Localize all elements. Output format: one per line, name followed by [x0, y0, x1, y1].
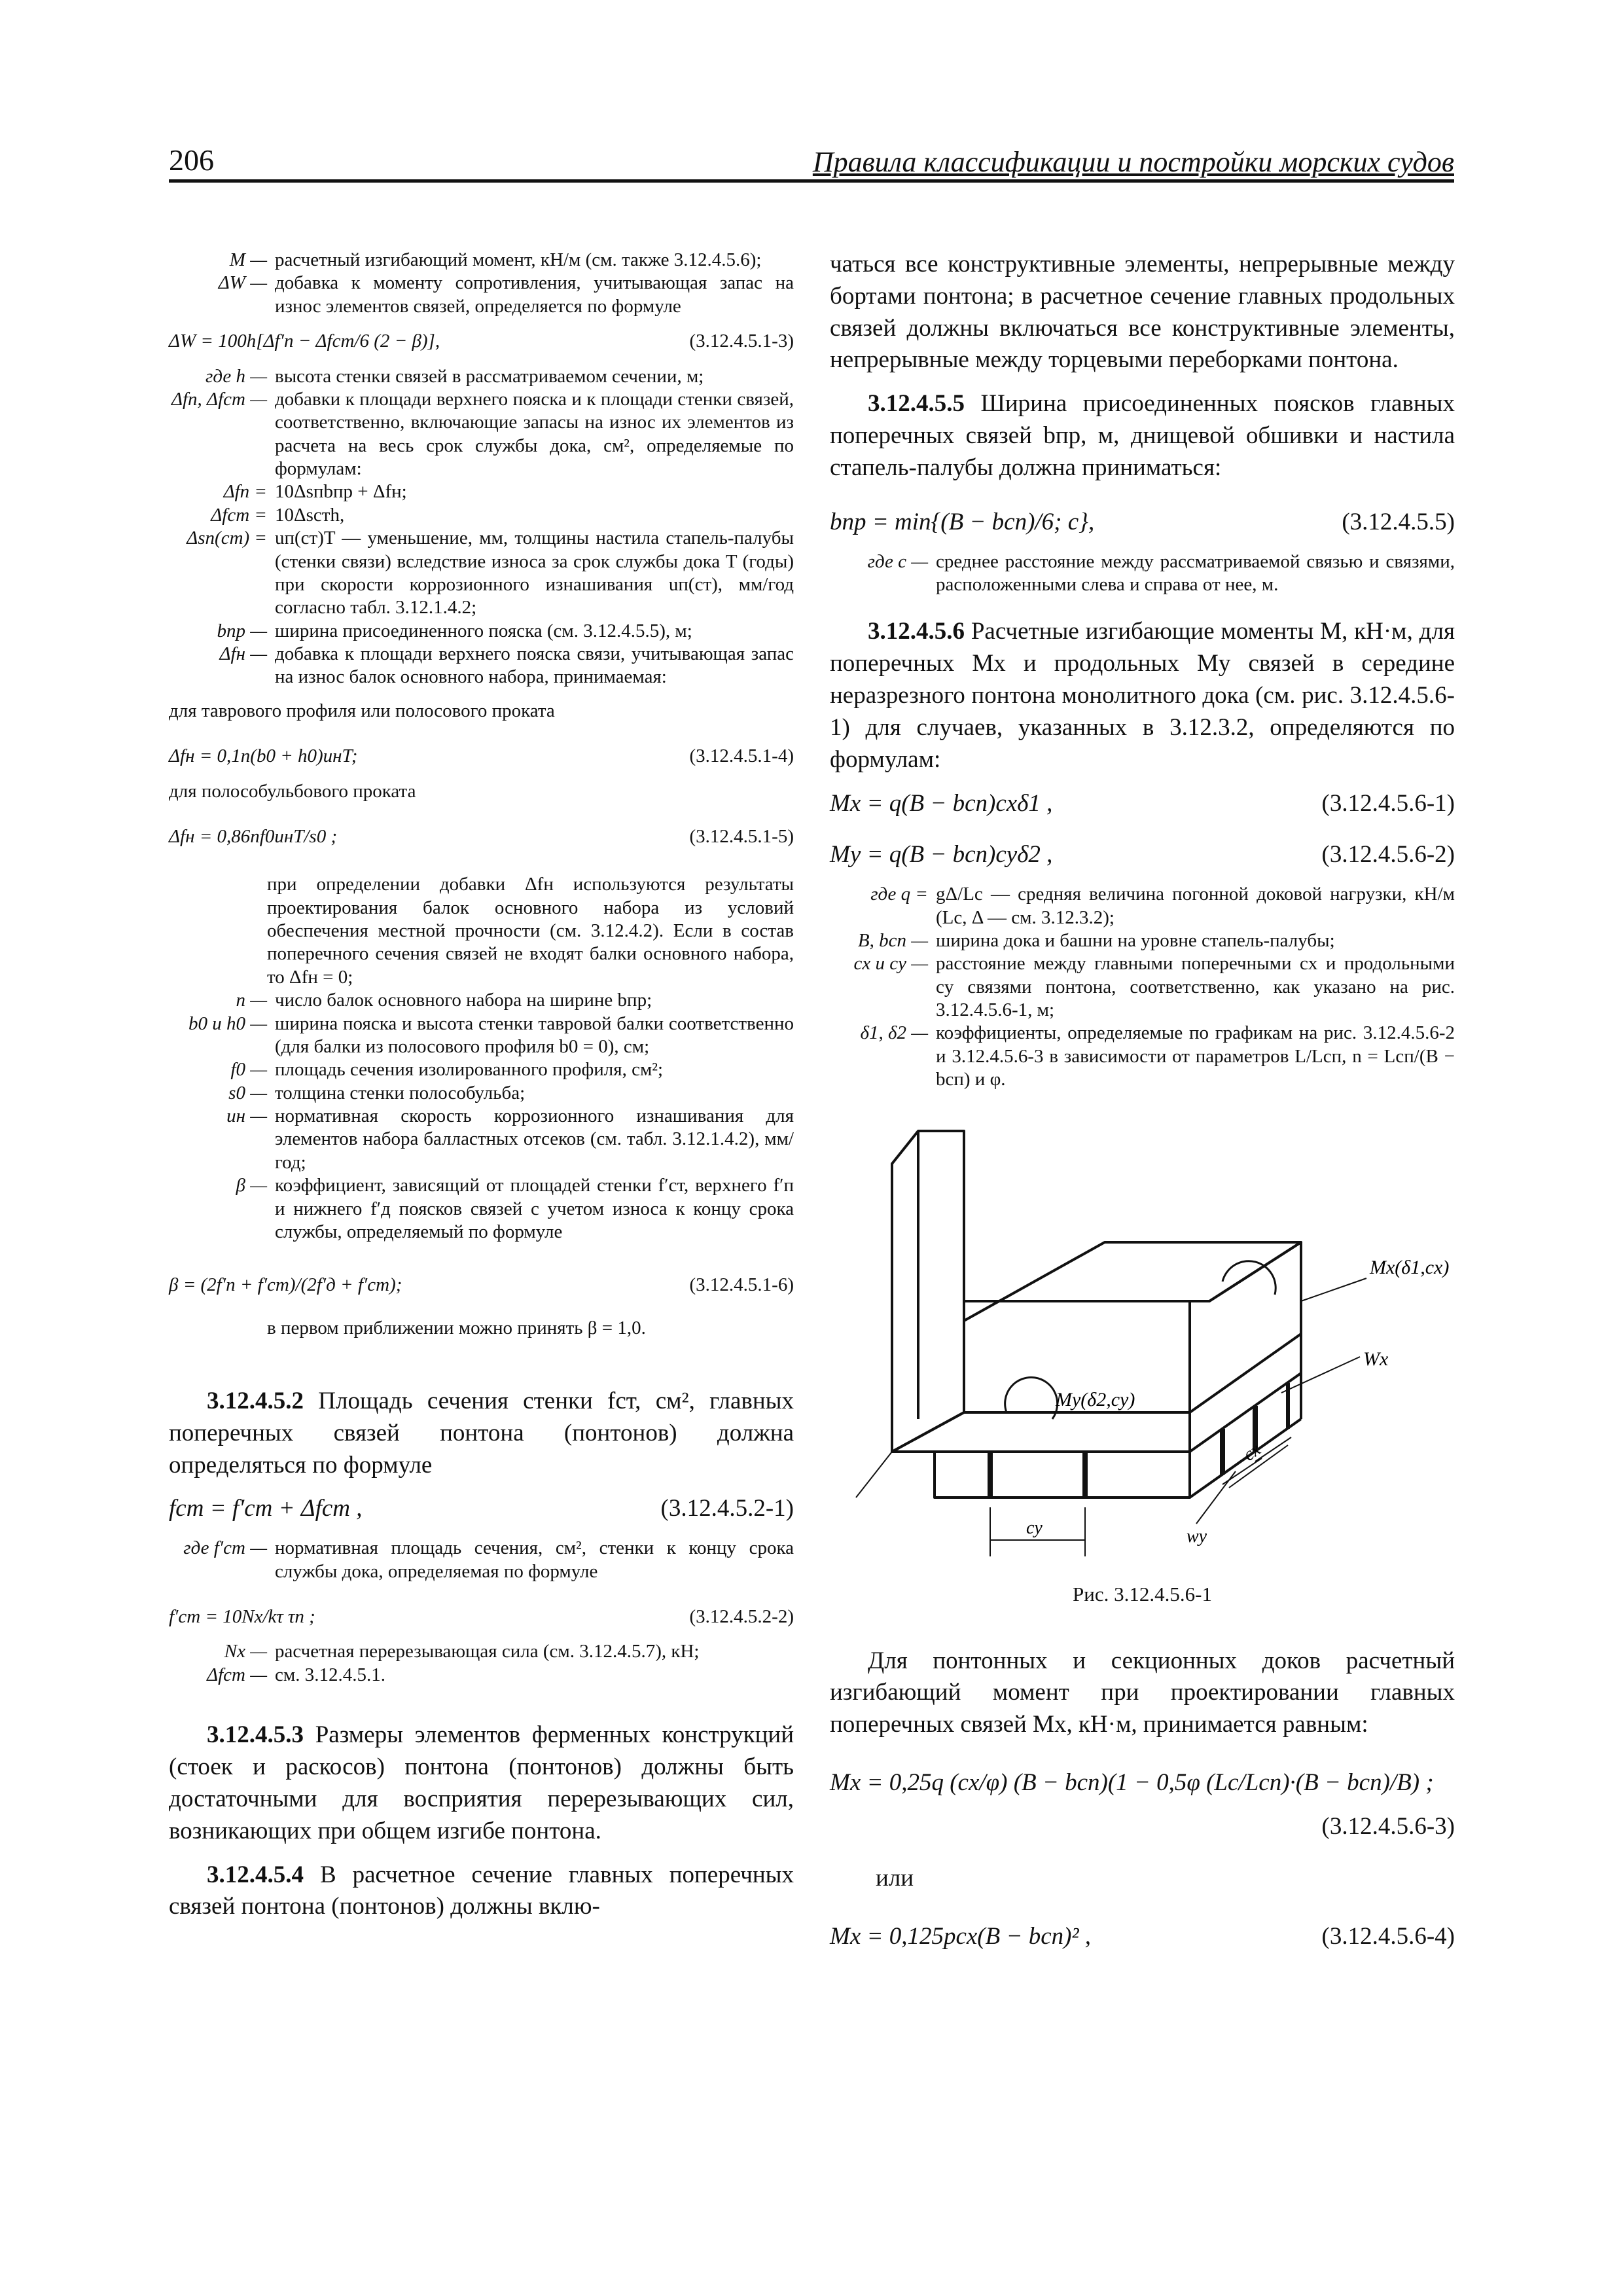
paragraph: 3.12.4.5.2 Площадь сечения стенки fст, см², главных поперечных связей понтона (понтонов) должна определяться по формуле: [169, 1388, 794, 1479]
formula: ΔW = 100h[Δf′п − Δfст/6 (2 − β)], (3.12.4.5.1-3): [169, 331, 794, 352]
paragraph: 3.12.4.5.4 В расчетное сечение главных поперечных связей понтона (понтонов) должны вклю-: [169, 1861, 794, 1920]
label-my: My(δ2,cy): [1056, 1388, 1135, 1410]
paragraph: 3.12.4.5.6 Расчетные изгибающие моменты M, кН·м, для поперечных Mx и продольных My связей в середине неразрезного понтона монолитного дока (см. рис. 3.12.4.5.6-1) для случаев, указанных в 3.12.3.2, определяются по формулам:: [830, 618, 1455, 773]
label-wx: Wx: [1363, 1348, 1389, 1370]
formula: β = (2f′п + f′ст)/(2f′д + f′ст); (3.12.4.5.1-6): [169, 1274, 794, 1296]
definition: Nx — расчетная перерезывающая сила (см. 3.12.4.5.7), кН;: [224, 1641, 700, 1662]
formula-number: (3.12.4.5.6-3): [1321, 1812, 1455, 1840]
definition: где h — высота стенки связей в рассматриваемом сечении, м;: [205, 365, 704, 387]
right-column: [830, 249, 1455, 1964]
text-line: или: [876, 1864, 914, 1892]
definition: b0 и h0 — ширина пояска и высота стенки тавровой балки соответственно (для балки из полосового профиля b0 = 0), см;: [188, 1013, 794, 1057]
label-wy: wy: [1186, 1526, 1207, 1547]
paragraph: Для понтонных и секционных доков расчетный изгибающий момент при проектировании главных поперечных связей Mx, кН·м, принимается равным:: [830, 1647, 1455, 1738]
pontoon-drawing: [830, 1105, 1455, 1576]
definition: B, bсп — ширина дока и башни на уровне стапель-палубы;: [857, 929, 1335, 951]
running-title: Правила классификации и постройки морских судов: [812, 146, 1454, 178]
definition: Δfп, Δfст — добавки к площади верхнего пояска и к площади стенки связей, соответственно, включающие запасы на износ их элементов из расчета на весь срок службы дока, см², определяемые по формулам:: [171, 388, 794, 479]
definition: Δfст = 10Δsстh,: [211, 504, 345, 526]
definition: cx и cy — расстояние между главными поперечными cx и продольными cy связями понтона, соответственно, как указано на рис. 3.12.4.5.6-1, м;: [853, 953, 1455, 1021]
definition: β — коэффициент, зависящий от площадей стенки f′ст, верхнего f′п и нижнего f′д поясков связей с учетом износа к концу срока службы, определяемый по формуле: [236, 1175, 794, 1242]
formula: fст = f′ст + Δfст , (3.12.4.5.2-1): [169, 1495, 794, 1522]
definition: bпр — ширина присоединенного пояска (см. 3.12.4.5.5), м;: [217, 620, 692, 641]
paragraph: чаться все конструктивные элементы, непрерывные между бортами понтона; в расчетное сечение главных продольных связей должны включаться все конструктивные элементы, непрерывные между торцевыми переборками понтона.: [830, 251, 1455, 374]
definition: где q = gΔ/Lc — средняя величина погонной доковой нагрузки, кН/м (Lc, Δ — см. 3.12.3.2);: [870, 884, 1455, 928]
formula: f′ст = 10Nx/kτ τn ; (3.12.4.5.2-2): [169, 1606, 794, 1628]
definition: uн — нормативная скорость коррозионного изнашивания для элементов набора балластных отсеков (см. табл. 3.12.1.4.2), мм/год;: [226, 1105, 794, 1173]
formula: Mx = 0,25q (cx/φ) (B − bсп)(1 − 0,5φ (Lc/Lсп)·(B − bсп)/B) ;: [830, 1769, 1434, 1797]
definition: где c — среднее расстояние между рассматриваемой связью и связями, расположенными слева и справа от нее, м.: [867, 550, 1455, 595]
note: в первом приближении можно принять β = 1,0.: [267, 1317, 646, 1338]
definition: δ1, δ2 — коэффициенты, определяемые по графикам на рис. 3.12.4.5.6-2 и 3.12.4.5.6-3 в зависимости от параметров L/Lсп, n = Lсп/(B − bсп) и φ.: [860, 1022, 1455, 1090]
paragraph: 3.12.4.5.3 Размеры элементов ферменных конструкций (стоек и раскосов) понтона (понтонов) должны быть достаточными для восприятия перерезывающих сил, возникающих при общем изгибе понтона.: [169, 1721, 794, 1844]
label-mx: Mx(δ1,cx): [1370, 1256, 1450, 1278]
definition: s0 — толщина стенки полособульба;: [228, 1082, 526, 1103]
label-cx: cx: [1240, 1439, 1265, 1465]
text-line: для таврового профиля или полосового проката: [169, 700, 555, 721]
formula: Mx = q(B − bсп)cxδ1 , (3.12.4.5.6-1): [830, 789, 1455, 817]
definition: ΔW — добавка к моменту сопротивления, учитывающая запас на износ элементов связей, определяется по формуле: [218, 272, 794, 317]
definition: Δfст — см. 3.12.4.5.1.: [207, 1664, 385, 1685]
paragraph: 3.12.4.5.5 Ширина присоединенных поясков главных поперечных связей bпр, м, днищевой обшивки и настила стапель-палубы должна приниматься:: [830, 390, 1455, 481]
left-column: [169, 249, 794, 1935]
definition: Δfп = 10Δsпbпр + Δfн;: [223, 481, 407, 503]
formula: Δfн = 0,86nf0uнT/s0 ; (3.12.4.5.1-5): [169, 825, 794, 847]
definition: Δsп(ст) = uп(ст)T — уменьшение, мм, толщины настила стапель-палубы (стенки связи) вследствие износа за срок службы дока T (годы) при скорости коррозионного изнашивания uп(ст), мм/год согласно табл. 3.12.1.4.2;: [187, 528, 794, 619]
text-line: для полособульбового проката: [169, 780, 416, 802]
page-number: 206: [169, 143, 214, 177]
definition: n — число балок основного набора на ширине bпр;: [236, 990, 652, 1011]
formula: My = q(B − bсп)cyδ2 , (3.12.4.5.6-2): [830, 841, 1455, 869]
definition: M — расчетный изгибающий момент, кН/м (см. также 3.12.4.5.6);: [229, 249, 762, 270]
label-cy: cy: [1026, 1517, 1043, 1538]
formula: Mx = 0,125pcx(B − bсп)² , (3.12.4.5.6-4): [830, 1922, 1455, 1950]
formula: Δfн = 0,1n(b0 + h0)uнT; (3.12.4.5.1-4): [169, 745, 794, 767]
definition: Δfн — добавка к площади верхнего пояска связи, учитывающая запас на износ балок основного набора, принимаемая:: [219, 643, 794, 688]
pontoon-figure: [830, 1105, 1455, 1576]
figure-caption: Рис. 3.12.4.5.6-1: [1073, 1582, 1212, 1605]
header-rule: [169, 179, 1454, 183]
definition: где f′ст — нормативная площадь сечения, см², стенки к концу срока службы дока, определяемая по формуле: [183, 1537, 794, 1582]
definition: f0 — площадь сечения изолированного профиля, см²;: [230, 1059, 664, 1081]
formula: bпр = min{(B − bсп)/6; c}, (3.12.4.5.5): [830, 508, 1455, 535]
note: при определении добавки Δfн используются результаты проектирования балок основного набора из условий обеспечения местной прочности (см. 3.12.4.2). Если в состав поперечного сечения связей не входят балки основного набора, то Δfн = 0;: [267, 874, 794, 988]
